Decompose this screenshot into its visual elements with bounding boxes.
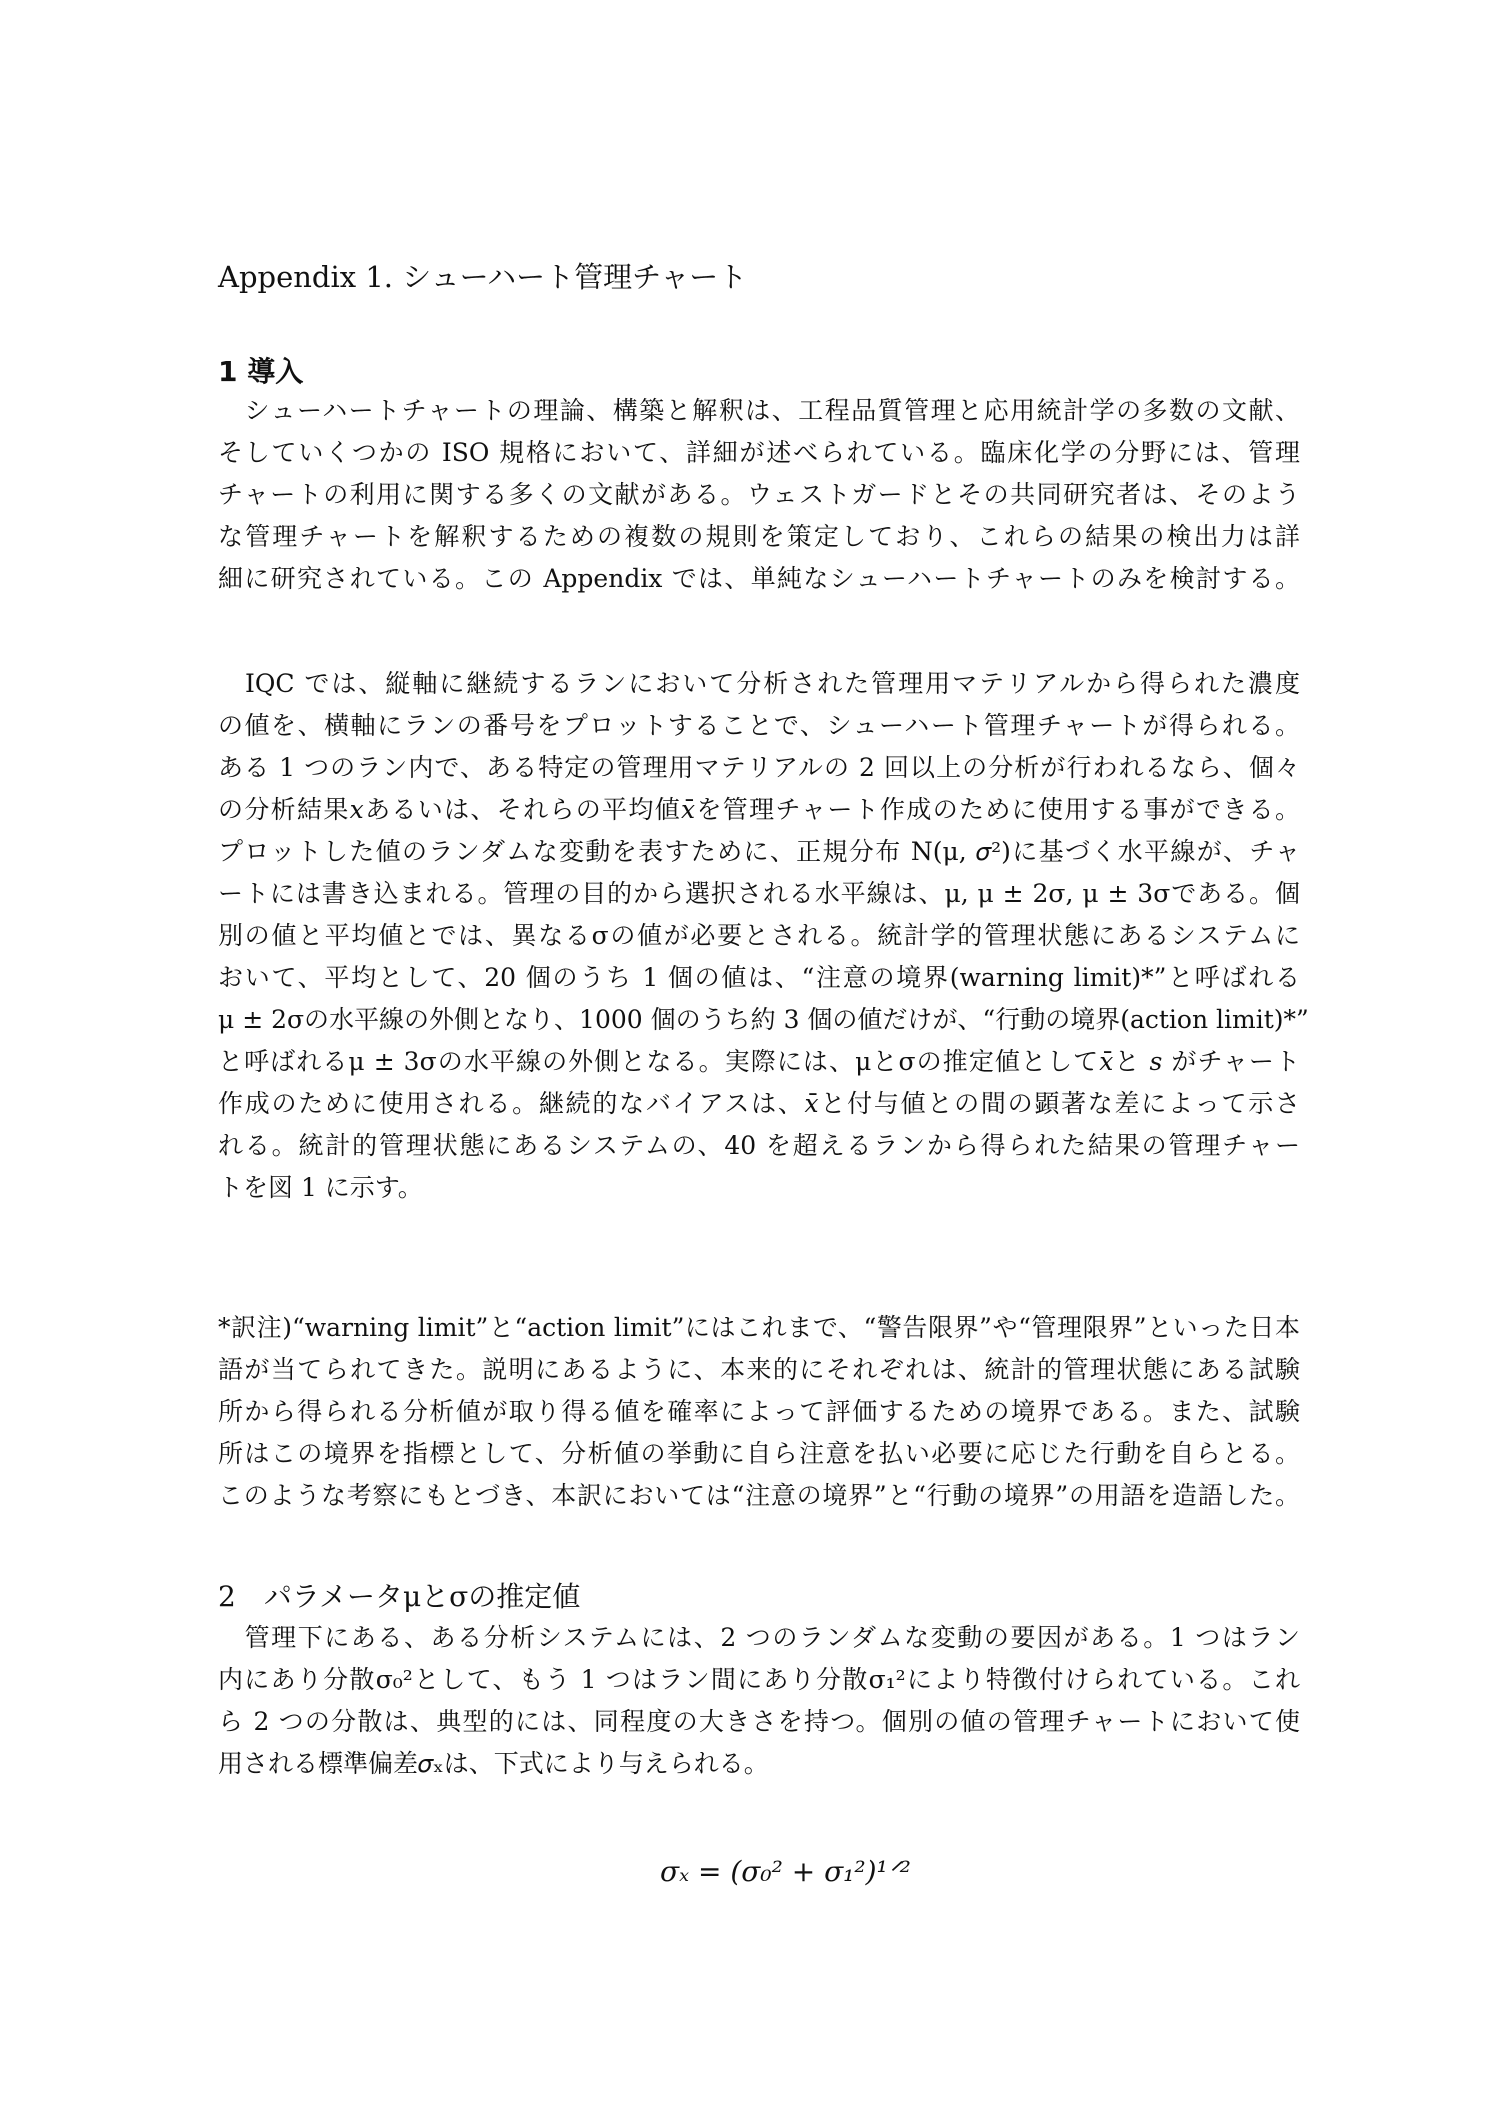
- text-line: 所から得られる分析値が取り得る値を確率によって評価するための境界である。また、試験: [218, 1397, 1300, 1426]
- text-line: 用される標準偏差𝜎ₓは、下式により与えられる。: [218, 1749, 769, 1778]
- section-2-heading: 2 パラメータμとσの推定値: [218, 1580, 581, 1613]
- text-line: 語が当てられてきた。説明にあるように、本来的にそれぞれは、統計的管理状態にある試験: [218, 1355, 1300, 1384]
- text-line: 細に研究されている。この Appendix では、単純なシューハートチャートのみを検討する。: [218, 564, 1300, 593]
- section-1-paragraph-1: [218, 390, 1300, 600]
- text-line: 所はこの境界を指標として、分析値の挙動に自ら注意を払い必要に応じた行動を自らとる。: [218, 1439, 1300, 1468]
- text-line: と呼ばれるμ ± 3σの水平線の外側となる。実際には、μとσの推定値として𝑥̄と 𝑠 がチャート: [218, 1047, 1300, 1076]
- text-line: 管理下にある、ある分析システムには、2 つのランダムな変動の要因がある。1 つはラン: [218, 1623, 1300, 1652]
- section-1-heading: 1 導入: [218, 355, 304, 388]
- text-line: 内にあり分散σ₀²として、もう 1 つはラン間にあり分散σ₁²により特徴付けられている。これ: [218, 1665, 1300, 1694]
- text-line: ートには書き込まれる。管理の目的から選択される水平線は、μ, μ ± 2σ, μ ± 3σである。個: [218, 879, 1300, 908]
- text-line: おいて、平均として、20 個のうち 1 個の値は、“注意の境界(warning limit)*”と呼ばれる: [218, 963, 1300, 992]
- section-2-paragraph-1: [218, 1617, 1300, 1785]
- text-line: このような考察にもとづき、本訳においては“注意の境界”と“行動の境界”の用語を造語した。: [218, 1481, 1300, 1510]
- sigma-x-formula: 𝜎ₓ = (𝜎₀² + 𝜎₁²)¹ᐟ²: [660, 1855, 911, 1888]
- text-line: トを図 1 に示す。: [218, 1173, 423, 1202]
- text-line: プロットした値のランダムな変動を表すために、正規分布 N(μ, 𝜎²)に基づく水平線が、チャ: [218, 837, 1300, 866]
- text-line: μ ± 2σの水平線の外側となり、1000 個のうち約 3 個の値だけが、“行動の境界(action limit)*”: [218, 1005, 1309, 1034]
- text-line: IQC では、縦軸に継続するランにおいて分析された管理用マテリアルから得られた濃度: [218, 669, 1300, 698]
- text-line: れる。統計的管理状態にあるシステムの、40 を超えるランから得られた結果の管理チャー: [218, 1131, 1300, 1160]
- text-line: 作成のために使用される。継続的なバイアスは、𝑥̄と付与値との間の顕著な差によって示さ: [218, 1089, 1300, 1118]
- text-line: 別の値と平均値とでは、異なるσの値が必要とされる。統計学的管理状態にあるシステムに: [218, 921, 1300, 950]
- text-line: ら 2 つの分散は、典型的には、同程度の大きさを持つ。個別の値の管理チャートにおいて使: [218, 1707, 1300, 1736]
- text-line: の値を、横軸にランの番号をプロットすることで、シューハート管理チャートが得られる。: [218, 711, 1300, 740]
- appendix-title: Appendix 1. シューハート管理チャート: [218, 260, 748, 294]
- text-line: の分析結果𝑥あるいは、それらの平均値𝑥̄を管理チャート作成のために使用する事ができる。: [218, 795, 1300, 824]
- section-1-paragraph-2: [218, 663, 1309, 1209]
- text-line: ある 1 つのラン内で、ある特定の管理用マテリアルの 2 回以上の分析が行われるなら、個々: [218, 753, 1300, 782]
- translator-note: [218, 1307, 1300, 1517]
- text-line: シューハートチャートの理論、構築と解釈は、工程品質管理と応用統計学の多数の文献、: [218, 396, 1300, 425]
- text-line: *訳注)“warning limit”と“action limit”にはこれまで、“警告限界”や“管理限界”といった日本: [218, 1313, 1300, 1342]
- text-line: そしていくつかの ISO 規格において、詳細が述べられている。臨床化学の分野には、管理: [218, 438, 1300, 467]
- text-line: チャートの利用に関する多くの文献がある。ウェストガードとその共同研究者は、そのよう: [218, 480, 1300, 509]
- text-line: な管理チャートを解釈するための複数の規則を策定しており、これらの結果の検出力は詳: [218, 522, 1300, 551]
